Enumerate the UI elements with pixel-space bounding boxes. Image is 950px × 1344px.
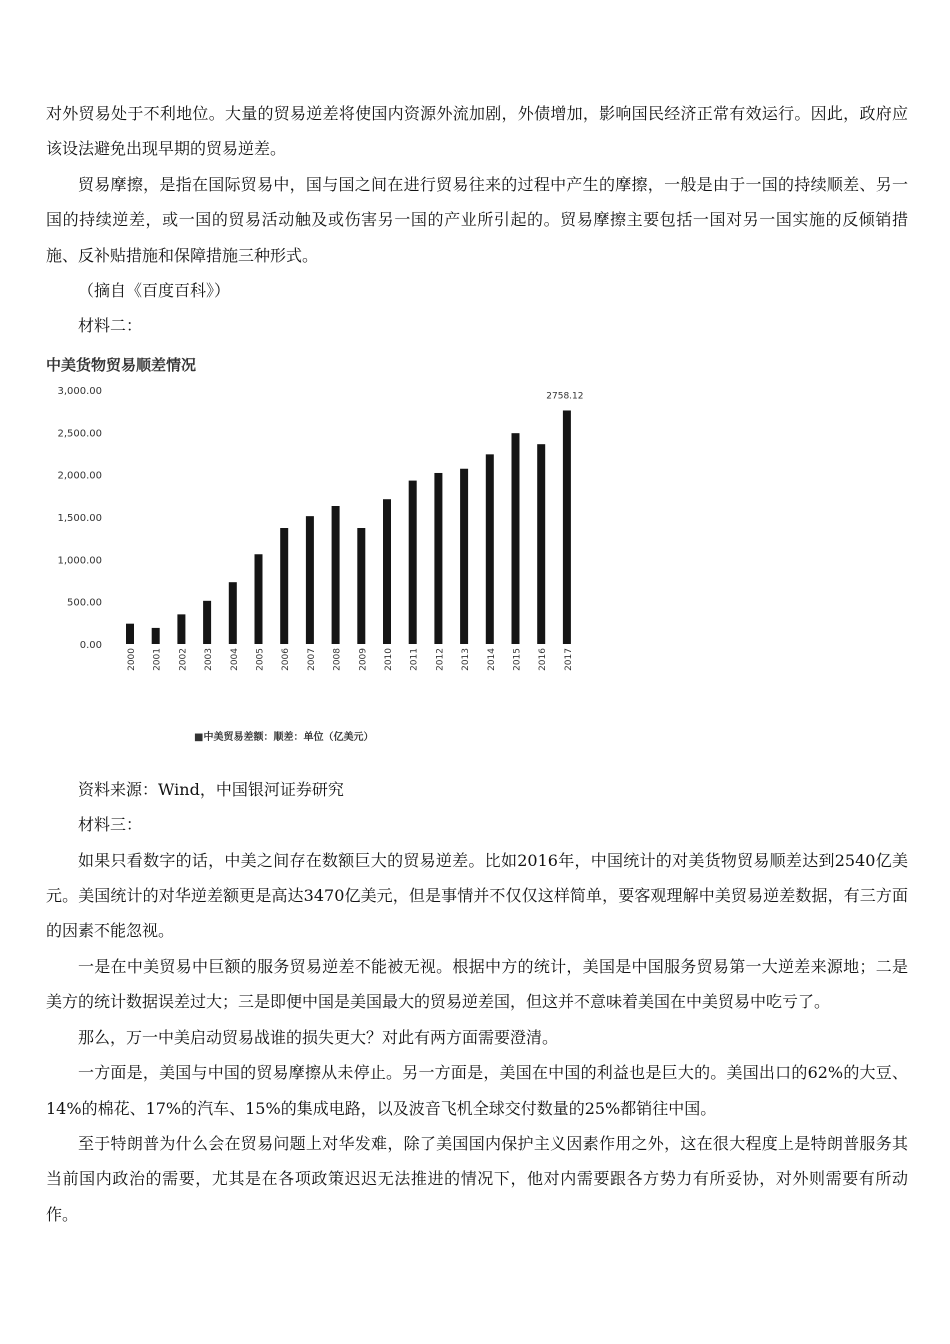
x-tick-label: 2002 [178,647,189,671]
bar-2009 [357,528,365,644]
x-tick-label: 2005 [255,647,266,671]
bar-chart [46,348,908,762]
x-tick-label: 2001 [152,647,163,671]
paragraph: 对外贸易处于不利地位。大量的贸易逆差将使国内资源外流加剧，外债增加，影响国民经济正常有效运行。因此，政府应该设法避免出现早期的贸易逆差。 [46,104,908,159]
bar-2014 [486,454,494,644]
x-tick-label: 2004 [229,647,240,671]
x-tick-label: 2007 [306,647,317,671]
bar-2007 [306,516,314,644]
bar-2016 [537,444,545,644]
x-tick-label: 2016 [538,647,549,671]
bar-2005 [255,554,263,644]
x-tick-label: 2003 [204,647,215,671]
x-tick-label: 2006 [281,647,292,671]
x-tick-label: 2010 [384,647,394,671]
y-tick-label: 3,000.00 [57,385,102,397]
data-label: 2758.12 [546,391,584,402]
bar-2012 [434,473,442,644]
bar-2015 [512,433,520,644]
bar-2002 [177,614,185,644]
chart-legend: ■中美贸易差额：顺差：单位（亿美元） [194,731,374,743]
bar-2013 [460,469,468,644]
bar-2000 [126,624,134,644]
y-tick-label: 2,500.00 [57,428,102,440]
y-tick-label: 1,000.00 [57,555,102,567]
x-tick-label: 2000 [127,647,137,671]
chart-title: 中美货物贸易顺差情况 [46,355,197,374]
y-tick-label: 2,000.00 [57,470,102,482]
y-tick-label: 0.00 [79,639,102,651]
material-heading: 材料三： [78,815,143,835]
x-tick-label: 2015 [512,647,523,671]
paragraph: 一方面是，美国与中国的贸易摩擦从未停止。另一方面是，美国在中国的利益也是巨大的。美国出口的62%的大豆、14%的棉花、17%的汽车、15%的集成电路，以及波音飞机全球交付数量的25%都销往中国。 [46,1063,908,1118]
x-tick-label: 2008 [332,647,343,671]
bar-2006 [280,528,288,644]
x-tick-label: 2012 [435,647,446,671]
x-tick-label: 2009 [358,647,369,671]
paragraph: 那么，万一中美启动贸易战谁的损失更大？对此有两方面需要澄清。 [78,1027,559,1047]
y-tick-label: 1,500.00 [57,512,102,524]
bar-2008 [332,506,340,644]
paragraph: 一是在中美贸易中巨额的服务贸易逆差不能被无视。根据中方的统计，美国是中国服务贸易第一大逆差来源地；二是美方的统计数据误差过大；三是即便中国是美国最大的贸易逆差国，但这并不意味着美国在中美贸易中吃亏了。 [46,956,908,1012]
bar-2011 [409,480,417,643]
bar-2003 [203,601,211,644]
bar-2017 [563,410,571,644]
y-tick-label: 500.00 [67,597,102,609]
paragraph: 贸易摩擦，是指在国际贸易中，国与国之间在进行贸易往来的过程中产生的摩擦，一般是由于一国的持续顺差、另一国的持续逆差，或一国的贸易活动触及或伤害另一国的产业所引起的。贸易摩擦主要包括一国对另一国实施的反倾销措施、反补贴措施和保障措施三种形式。 [46,174,908,265]
material-heading: 材料二： [78,316,143,336]
document-page [46,96,908,1232]
bar-2010 [383,499,391,644]
paragraph: 如果只看数字的话，中美之间存在数额巨大的贸易逆差。比如2016年，中国统计的对美货物贸易顺差达到2540亿美元。美国统计的对华逆差额更是高达3470亿美元，但是事情并不仅仅这样简单，要客观理解中美贸易逆差数据，有三方面的因素不能忽视。 [46,850,908,941]
x-tick-label: 2013 [461,647,472,671]
source-citation: （摘自《百度百科》） [78,281,231,301]
chart-source: 资料来源：Wind，中国银河证券研究 [78,779,344,799]
x-tick-label: 2011 [409,647,420,671]
bar-2004 [229,582,237,644]
chart-figure [46,348,908,762]
bar-2001 [152,628,160,644]
paragraph: 至于特朗普为什么会在贸易问题上对华发难，除了美国国内保护主义因素作用之外，这在很大程度上是特朗普服务其当前国内政治的需要，尤其是在各项政策迟迟无法推进的情况下，他对内需要跟各方势力有所妥协，对外则需要有所动作。 [46,1133,908,1224]
x-tick-label: 2014 [486,647,497,671]
x-tick-label: 2017 [563,647,574,671]
